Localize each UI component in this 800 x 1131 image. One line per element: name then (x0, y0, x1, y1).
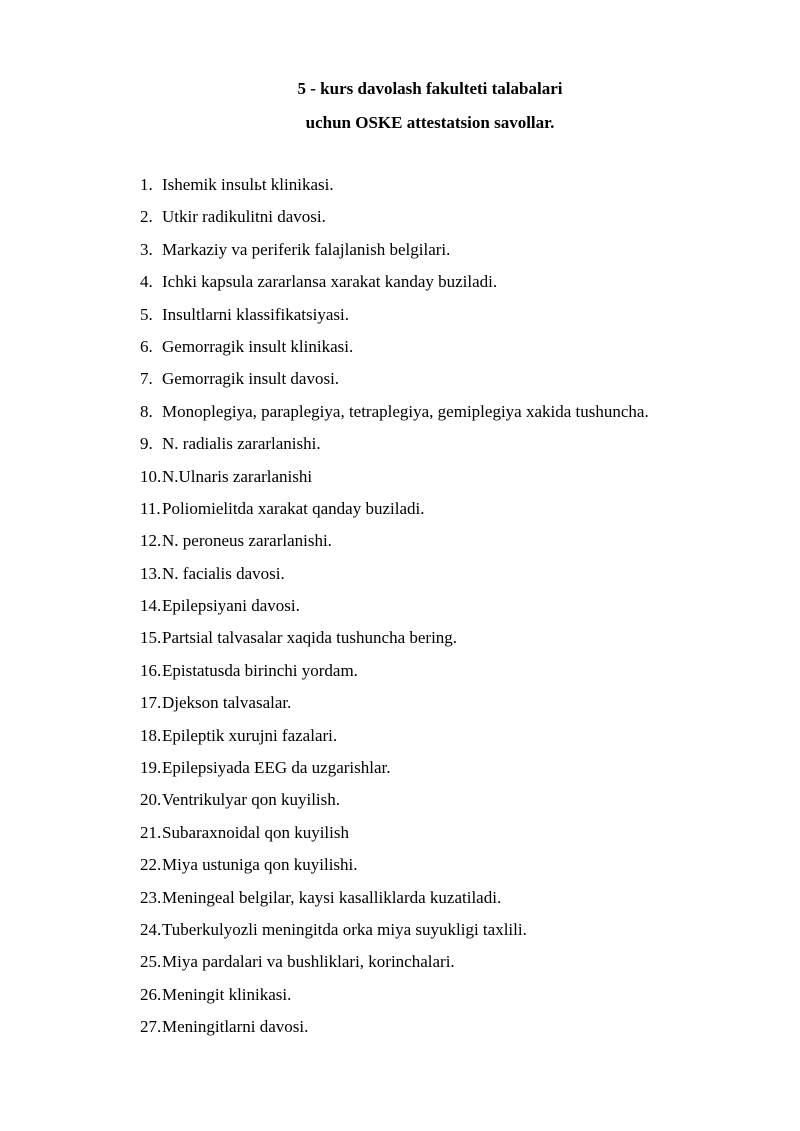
question-text: Meningitlarni davosi. (162, 1017, 309, 1037)
question-number: 15. (140, 628, 162, 648)
question-number: 27. (140, 1017, 162, 1037)
question-number: 8. (140, 401, 153, 421)
question-text: Subaraxnoidal qon kuyilish (162, 822, 349, 842)
question-number: 7. (140, 369, 153, 389)
question-text: N. peroneus zararlanishi. (162, 531, 332, 551)
question-text: Miya pardalari va bushliklari, korinchalari. (162, 952, 455, 972)
question-text: Poliomielitda xarakat qanday buziladi. (162, 498, 425, 518)
question-number: 6. (140, 336, 153, 356)
question-number: 18. (140, 725, 162, 745)
question-number: 11. (140, 498, 161, 518)
question-number: 4. (140, 272, 153, 292)
question-text: Meningit klinikasi. (162, 984, 292, 1004)
question-text: Tuberkulyozli meningitda orka miya suyukligi taxlili. (162, 919, 527, 939)
question-number: 20. (140, 790, 162, 810)
question-text: Epileptik xurujni fazalari. (162, 725, 338, 745)
question-text: N.Ulnaris zararlanishi (162, 466, 313, 486)
question-number: 23. (140, 887, 162, 907)
question-text: Ichki kapsula zararlansa xarakat kanday buziladi. (162, 272, 498, 292)
question-text: N. radialis zararlanishi. (162, 434, 321, 454)
question-text: Monoplegiya, paraplegiya, tetraplegiya, gemiplegiya xakida tushuncha. (162, 401, 649, 421)
question-text: Meningeal belgilar, kaysi kasalliklarda kuzatiladi. (162, 887, 502, 907)
question-number: 25. (140, 952, 162, 972)
question-text: Ventrikulyar qon kuyilish. (162, 790, 341, 810)
question-number: 21. (140, 822, 162, 842)
question-number: 22. (140, 855, 162, 875)
question-text: Utkir radikulitni davosi. (162, 207, 326, 227)
question-number: 13. (140, 563, 162, 583)
page-title-line-2: uchun OSKE attestatsion savollar. (305, 113, 555, 132)
question-number: 19. (140, 758, 162, 778)
question-number: 14. (140, 596, 162, 616)
question-text: Epilepsiyada EEG da uzgarishlar. (162, 758, 391, 778)
question-text: Gemorragik insult klinikasi. (162, 336, 354, 356)
question-number: 12. (140, 531, 162, 551)
question-text: Markaziy va periferik falajlanish belgilari. (162, 239, 451, 259)
question-number: 10. (140, 466, 162, 486)
question-text: Ishemik insulьt klinikasi. (162, 175, 334, 194)
question-number: 9. (140, 434, 153, 454)
question-number: 2. (140, 207, 153, 227)
question-text: Gemorragik insult davosi. (162, 369, 340, 389)
page-title-line-1: 5 - kurs davolash fakulteti talabalari (297, 79, 563, 98)
question-number: 5. (140, 304, 153, 324)
question-number: 3. (140, 239, 153, 259)
question-text: Miya ustuniga qon kuyilishi. (162, 855, 358, 875)
question-text: Insultlarni klassifikatsiyasi. (162, 304, 349, 324)
question-text: Partsial talvasalar xaqida tushuncha bering. (162, 628, 458, 648)
question-number: 17. (140, 693, 162, 713)
question-text: N. facialis davosi. (162, 563, 285, 583)
question-number: 16. (140, 660, 162, 680)
question-text: Epilepsiyani davosi. (162, 596, 300, 616)
question-text: Djekson talvasalar. (162, 693, 292, 713)
question-number: 24. (140, 919, 162, 939)
question-text: Epistatusda birinchi yordam. (162, 660, 358, 680)
question-number: 26. (140, 984, 162, 1004)
question-number: 1. (140, 175, 153, 194)
